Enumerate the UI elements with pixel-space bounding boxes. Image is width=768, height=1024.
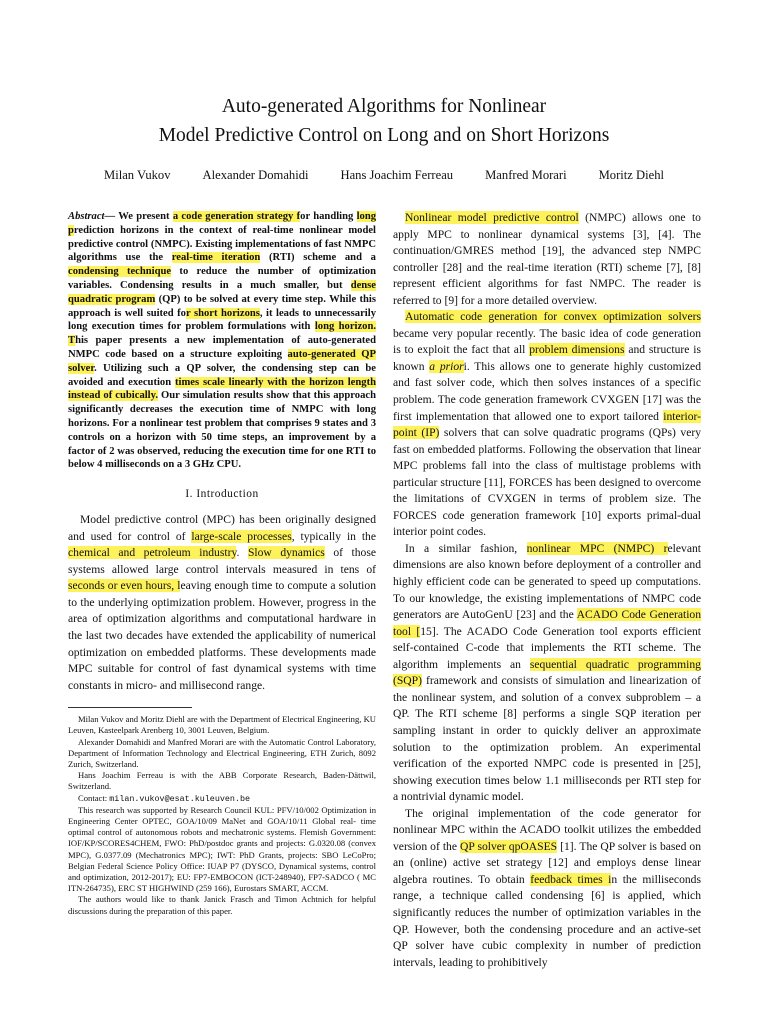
intro-paragraph — [68, 512, 376, 694]
highlight[interactable]: chemical and petroleum industry — [68, 546, 237, 560]
highlight[interactable]: nonlinear MPC (NMPC) r — [526, 541, 668, 555]
abstract-text: , it leads to unnecessarily long execution times for problem formulations with — [68, 307, 376, 333]
abstract-text: We present — [118, 211, 173, 222]
abstract-text: rediction horizons in the context of real-time nonlinear model predictive control (NMPC). Existing implementations of fast NMPC algorithms use the — [68, 224, 376, 264]
left-column — [68, 210, 376, 917]
paragraph — [393, 541, 701, 806]
footnote-divider — [68, 707, 192, 708]
right-column — [393, 210, 701, 971]
highlight[interactable]: a prior — [429, 359, 464, 373]
highlight[interactable]: problem dimensions — [529, 343, 625, 357]
highlight[interactable]: interior-point (IP) — [393, 409, 701, 440]
body-text: In a similar fashion, — [405, 541, 527, 555]
highlight[interactable]: large-scale processes — [191, 529, 292, 543]
abstract-text: . Utilizing such a QP solver, the condensing step can be avoided and execution — [68, 362, 376, 388]
author-name: Moritz Diehl — [598, 168, 664, 182]
contact-email-link[interactable]: milan.vukov@esat.kuleuven.be — [109, 793, 251, 804]
footnote: Alexander Domahidi and Manfred Morari are with the Automatic Control Laboratory, Department of Information Technology and Electrical Engineering, ETH Zurich, 8092 Zurich, Switzerland. — [68, 736, 376, 769]
title-line-2: Model Predictive Control on Long and on Short Horizons — [158, 125, 610, 146]
body-text: became very popular recently. The basic idea of code generation is to exploit the fact that all — [393, 326, 701, 357]
highlight[interactable]: Slow dynamics — [247, 546, 325, 560]
abstract-text: Our simulation results show that this approach significantly decreases the execution time of NMPC with long horizons. For a nonlinear test problem that comprises 9 states and 3 controls on a horizon with 50 time steps, an improvement by a factor of 2 was observed, reducing the execution time for one RTI to below 4 milliseconds on a 3 GHz CPU. — [68, 390, 376, 471]
body-text: , typically in the — [291, 529, 377, 543]
author-name: Manfred Morari — [485, 168, 567, 182]
highlight[interactable]: r short horizons — [185, 307, 260, 319]
body-text: framework and consists of simulation and linearization of the nonlinear system, and solution of a convex subproblem – a QP. The RTI scheme [8] performs a single SQP iteration per sampling instant in order to quickly deliver an approximate solution to the optimization problem. An experimental verification of the exported NMPC code is presented in [25], showing execution times below 1.1 milliseconds per RTI step for a nontrivial dynamic model. — [393, 674, 701, 804]
highlight[interactable]: Nonlinear model predictive control — [405, 211, 579, 224]
paragraph — [393, 309, 701, 541]
body-text: (NMPC) allows one to apply MPC to nonlinear dynamical systems [3], [4]. The continuation/GMRES method [19], the advanced step NMPC controller [28] and the real-time iteration (RTI) scheme [7], [8] represent efficient algorithms for fast NMPC. The reader is referred to [9] for a more detailed overview. — [393, 211, 701, 307]
section-heading: I. Introduction — [185, 488, 259, 501]
highlight[interactable]: times scale linearly with the horizon length instead of cubically. — [68, 376, 376, 402]
author-name: Hans Joachim Ferreau — [340, 168, 454, 182]
abstract-text: or handling — [300, 211, 357, 222]
highlight[interactable]: sequential quadratic programming (SQP) — [393, 657, 701, 688]
author-list — [0, 166, 768, 184]
body-text: of those systems allowed large control intervals measured in tens of — [68, 546, 376, 576]
contact-label: Contact: — [78, 792, 110, 803]
footnote: Hans Joachim Ferreau is with the ABB Corporate Research, Baden-Dättwil, Switzerland. — [68, 770, 376, 792]
highlight[interactable]: Automatic code generation for convex optimization solvers — [405, 310, 701, 324]
paper-title — [0, 92, 768, 150]
abstract-text: (RTI) scheme and a — [260, 252, 376, 264]
footnote: Milan Vukov and Moritz Diehl are with the Department of Electrical Engineering, KU Leuven, Kasteelpark Arenberg 10, 3001 Leuven, Belgium. — [68, 714, 376, 736]
abstract-dash: — — [104, 211, 119, 222]
footnote: This research was supported by Research Council KUL: PFV/10/002 Optimization in Engineering Center OPTEC, GOA/10/09 MaNet and GOA/10/11 Global real- time optimal control of autonomous robots and mechatronic systems. Flemish Government: IOF/KP/SCORES4CHEM, FWO: PhD/postdoc grants and projects: G.0320.08 (convex MPC), G.0377.09 (Mechatronics MPC); IWT: PhD Grants, projects: SBO LeCoPro; Belgian Federal Science Policy Office: IUAP P7 (DYSCO, Dynamical systems, control and optimization, 2012-2017); EU: FP7-EMBOCON (ICT-248940), FP7-SADCO ( MC ITN-264735), ERC ST HIGHWIND (259 166), Eurostars SMART, ACCM. — [68, 804, 376, 894]
highlight[interactable]: long horizon. T — [68, 321, 377, 347]
abstract-text: (QP) to be solved at every time step. While this approach is well suited fo — [68, 293, 376, 319]
body-text: [1]. The QP solver is based on an (online) active set strategy [12] and employs dense linear algebra routines. To obtain — [393, 839, 701, 886]
body-text: elevant dimensions are also known before deployment of a controller and highly efficient code can be generated to speed up computations. To our knowledge, the existing implementations of NMPC code generators are AutoGenU [23] and the — [393, 541, 701, 622]
abstract-text: to reduce the number of optimization variables. Condensing results in a much smaller, but — [68, 266, 376, 291]
paragraph — [393, 210, 701, 309]
highlight[interactable]: auto-generated QP solver — [68, 348, 376, 374]
body-text: and structure is known — [393, 343, 701, 373]
highlight[interactable]: QP solver qpOASES — [460, 839, 558, 853]
author-name: Milan Vukov — [104, 168, 171, 182]
footnote-contact — [68, 793, 376, 805]
author-name: Alexander Domahidi — [202, 168, 309, 182]
body-text: i. This allows one to generate highly customized and fast solver code, which then solves instances of a specific problem. The code generation framework CVXGEN [17] was the first implementation that allowed one to export tailored — [393, 359, 701, 423]
highlight[interactable]: feedback times i — [530, 872, 612, 886]
highlight[interactable]: real-time iteration — [171, 252, 261, 264]
body-text: Model predictive control (MPC) has been originally designed and used for control of — [68, 513, 376, 543]
abstract-text: his paper presents a new implementation of auto-generated NMPC code based on a structure exploiting — [68, 335, 376, 360]
body-text: eaving enough time to compute a solution to the underlying optimization problem. However, progress in the area of optimization algorithms and computational hardware in the last two decades have extended the applicability of numerical optimization on embedded platforms. These developments made MPC suitable for control of fast dynamical systems with time constants in micro- and millisecond range. — [68, 579, 377, 692]
highlight[interactable]: long p — [68, 211, 377, 236]
body-text: . — [236, 546, 248, 560]
highlight[interactable]: a code generation strategy f — [172, 211, 301, 222]
footnote: The authors would like to thank Janick Frasch and Timon Achtnich for helpful discussions during the preparation of this paper. — [68, 894, 376, 916]
highlight[interactable]: ACADO Code Generation tool [ — [393, 608, 702, 638]
highlight[interactable]: seconds or even hours, l — [68, 579, 181, 593]
body-text: 15]. The ACADO Code Generation tool exports efficient self-contained C-code that implements the RTI scheme. The algorithm implements an — [393, 624, 702, 671]
body-text: solvers that can solve quadratic programs (QPs) very fast on embedded platforms. Following the observation that linear MPC problems fall into the class of multistage problems with particular structure [11], FORCES has been designed to overcome the limitations of CVXGEN in terms of problem size. The FORCES code generation framework [10] exports primal-dual interior point codes. — [393, 426, 702, 539]
abstract — [68, 210, 376, 472]
abstract-label: Abstract — [68, 211, 105, 222]
paragraph — [393, 806, 701, 971]
highlight[interactable]: condensing technique — [68, 266, 172, 278]
highlight[interactable]: dense quadratic program — [68, 279, 376, 305]
body-text: n the milliseconds range, a technique called condensing [6] is applied, which significantly reduces the number of optimization variables in the QP. However, both the condensing procedure and an active-set QP solver have cubic complexity in number of prediction intervals, leading to prohibitively — [393, 872, 701, 969]
title-line-1: Auto-generated Algorithms for Nonlinear — [221, 96, 547, 117]
body-text: The original implementation of the code generator for nonlinear MPC within the ACADO toolkit utilizes the embedded version of the — [393, 806, 701, 853]
